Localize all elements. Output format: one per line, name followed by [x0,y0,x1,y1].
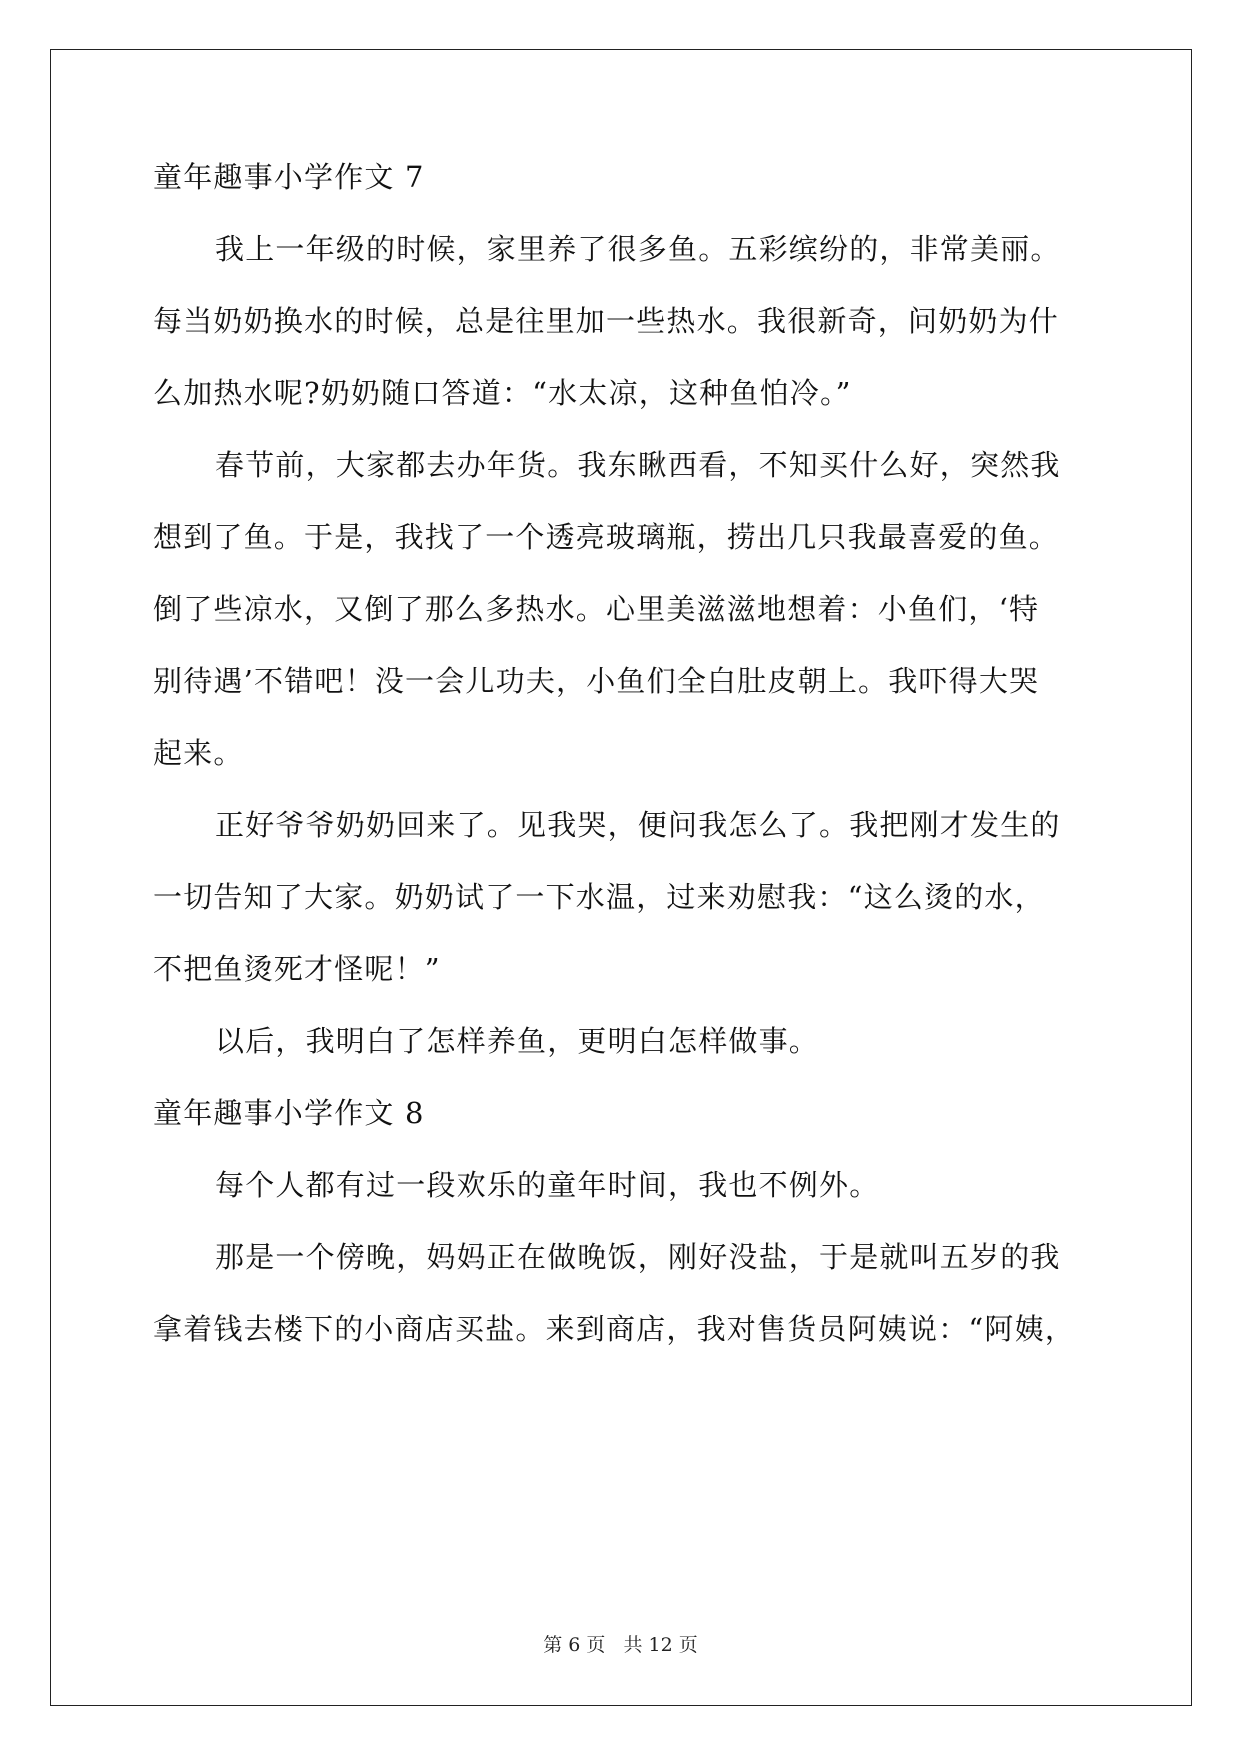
text-line: 那是一个傍晚，妈妈正在做晚饭，刚好没盐，于是就叫五岁的我 [215,1240,1061,1274]
text-line: 想到了鱼。于是，我找了一个透亮玻璃瓶，捞出几只我最喜爱的鱼。 [153,520,1060,554]
text-line: 一切告知了大家。奶奶试了一下水温，过来劝慰我：“这么烫的水， [153,880,1045,914]
text-line: 倒了些凉水，又倒了那么多热水。心里美滋滋地想着：小鱼们，‘特 [153,592,1040,626]
page-footer [0,1630,1241,1657]
total-pages: 共 12 页 [623,1634,698,1656]
text-line: 拿着钱去楼下的小商店买盐。来到商店，我对售货员阿姨说：“阿姨， [153,1312,1076,1346]
page-number: 第 6 页 [543,1634,606,1656]
text-line: 每个人都有过一段欢乐的童年时间，我也不例外。 [215,1168,880,1202]
text-line: 别待遇’不错吧！没一会儿功夫，小鱼们全白肚皮朝上。我吓得大哭 [153,664,1040,698]
text-line: 么加热水呢?奶奶随口答道：“水太凉，这种鱼怕冷。” [153,376,852,410]
text-line: 我上一年级的时候，家里养了很多鱼。五彩缤纷的，非常美丽。 [215,232,1061,266]
page-frame [50,49,1192,1706]
text-line: 起来。 [153,736,244,770]
text-line: 不把鱼烫死才怪呢！” [153,952,441,986]
text-line: 每当奶奶换水的时候，总是往里加一些热水。我很新奇，问奶奶为什 [153,304,1060,338]
text-line: 以后，我明白了怎样养鱼，更明白怎样做事。 [215,1024,820,1058]
text-line: 春节前，大家都去办年货。我东瞅西看，不知买什么好，突然我 [215,448,1061,482]
text-line: 正好爷爷奶奶回来了。见我哭，便问我怎么了。我把刚才发生的 [215,808,1061,842]
essay-title-7: 童年趣事小学作文 7 [153,160,425,194]
essay-title-8: 童年趣事小学作文 8 [153,1096,425,1130]
